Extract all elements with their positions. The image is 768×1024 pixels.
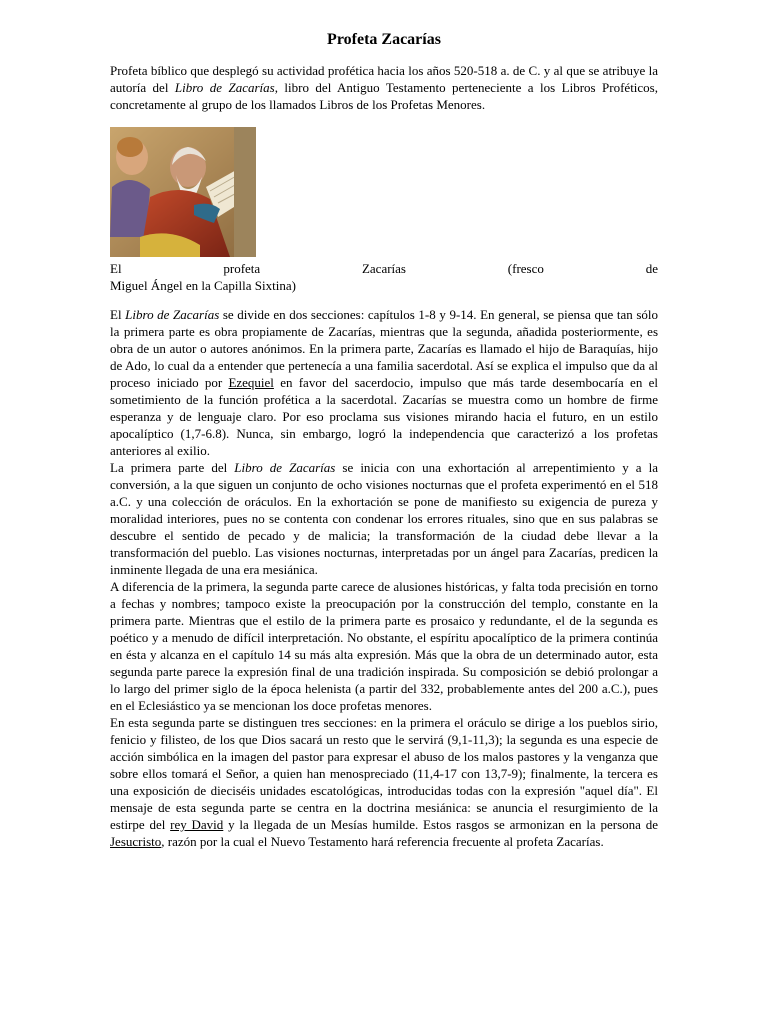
- caption-word: El: [110, 261, 122, 276]
- fresco-image: [110, 127, 256, 257]
- paragraph-text: El: [110, 307, 126, 322]
- body-paragraph-4: [110, 714, 658, 850]
- caption-word: profeta: [223, 261, 261, 276]
- body-paragraph-1: [110, 306, 658, 459]
- caption-word: (fresco: [507, 261, 544, 276]
- paragraph-text: y la llegada de un Mesías humilde. Estos rasgos se armonizan en la persona de: [223, 817, 658, 832]
- caption-word: de: [645, 261, 658, 276]
- document-page: [110, 30, 658, 850]
- intro-text: Profeta bíblico que desplegó su actividad profética hacia los años 520-518 a. de C. y al que se atribuye la autoría del: [110, 63, 658, 95]
- paragraph-text: , razón por la cual el Nuevo Testamento hará referencia frecuente al profeta Zacarías.: [161, 834, 604, 849]
- intro-text: , libro del Antiguo Testamento perteneciente a los Libros Proféticos, concretamente al grupo de los llamados Libros de los Profetas Menores.: [110, 80, 658, 112]
- paragraph-text: en favor del sacerdocio, impulso que más tarde desembocaría en el sometimiento de la función profética a la sacerdotal. Zacarías se muestra como un hombre de firme esperanza y de lenguaje claro. Por eso proclama sus visiones mirando hacia el futuro, en un estilo apocalíptico (1,7-6.8). Nunca, sin embargo, logró la independencia que caracterizó a los profetas anteriores al exilio.: [110, 375, 658, 458]
- book-title: Libro de Zacarías: [125, 307, 220, 322]
- page-title: Profeta Zacarías: [327, 31, 441, 48]
- image-caption: [110, 260, 658, 277]
- book-title: Libro de Zacarías: [234, 460, 336, 475]
- paragraph-text: En esta segunda parte se distinguen tres secciones: en la primera el oráculo se dirige a los pueblos sirio, fenicio y filisteo, de los que Dios sacará un resto que le servirá (9,1-11,3); la segunda es una especie de acción simbólica en la imagen del pastor para expresar el abuso de los malos pastores y la venganza que sobre ellos tomará el Señor, a quien han menospreciado (11,4-17 con 13,7-9); finalmente, la tercera es una exposición de dieciséis unidades escatológicas, introducidas todas con la expresión "aquel día". El mensaje de esta segunda parte se centra en la doctrina mesiánica: se anuncia el resurgimiento de la estirpe del: [110, 715, 658, 832]
- ezequiel-link[interactable]: Ezequiel: [228, 375, 274, 390]
- body-paragraph-3: A diferencia de la primera, la segunda parte carece de alusiones históricas, y falta toda precisión en torno a fechas y nombres; tampoco existe la preocupación por la construcción del templo, constante en la primera parte. Mientras que el estilo de la primera parte es prosaico y redundante, el de la segunda es poético y a menudo de difícil interpretación. No obstante, el espíritu apocalíptico de la primera continúa en ésta y alcanza en el capítulo 14 su más alta expresión. Más que la obra de un determinado autor, esta segunda parte parece la expresión final de una tradición inspirada. Su composición se debió prolongar a lo largo del primer siglo de la época helenista (a partir del 332, probablemente antes del 200 a.C.), pues en el Eclesiástico ya se mencionan los doce profetas menores.: [110, 579, 658, 713]
- book-title: Libro de Zacarías: [174, 80, 275, 95]
- image-caption-line2: Miguel Ángel en la Capilla Sixtina): [110, 278, 296, 293]
- body-paragraph-2: [110, 459, 658, 578]
- jesucristo-link[interactable]: Jesucristo: [110, 834, 162, 849]
- intro-paragraph: [110, 62, 658, 113]
- paragraph-text: La primera parte del: [110, 460, 235, 475]
- caption-word: Zacarías: [361, 261, 406, 276]
- paragraph-text: se divide en dos secciones: capítulos 1-8 y 9-14. En general, se piensa que tan sólo la primera parte es obra propiamente de Zacarías, mientras que la segunda, añadida posteriormente, es obra de un autor o autores anónimos. En la primera parte, Zacarías es llamado el hijo de Baraquías, hijo de Ado, lo cual da a entender que pertenecía a una familia sacerdotal. Así se explica el impulso que da al proceso iniciado por: [110, 307, 658, 390]
- paragraph-text: se inicia con una exhortación al arrepentimiento y a la conversión, a la que siguen un conjunto de ocho visiones nocturnas que el profeta experimentó en el 518 a.C. y una colección de oráculos. En la exhortación se pone de manifiesto su exigencia de pureza y moralidad interiores, pues no se contenta con condenar los errores rituales, sino que en sus palabras se descubre el sentido de pecado y de malicia; la transformación de la ciudad debe llevar a la transformación del pueblo. Las visiones nocturnas, interpretadas por un ángel para Zacarías, predicen la inminente llegada de una era mesiánica.: [110, 460, 658, 577]
- rey-david-link[interactable]: rey David: [170, 817, 224, 832]
